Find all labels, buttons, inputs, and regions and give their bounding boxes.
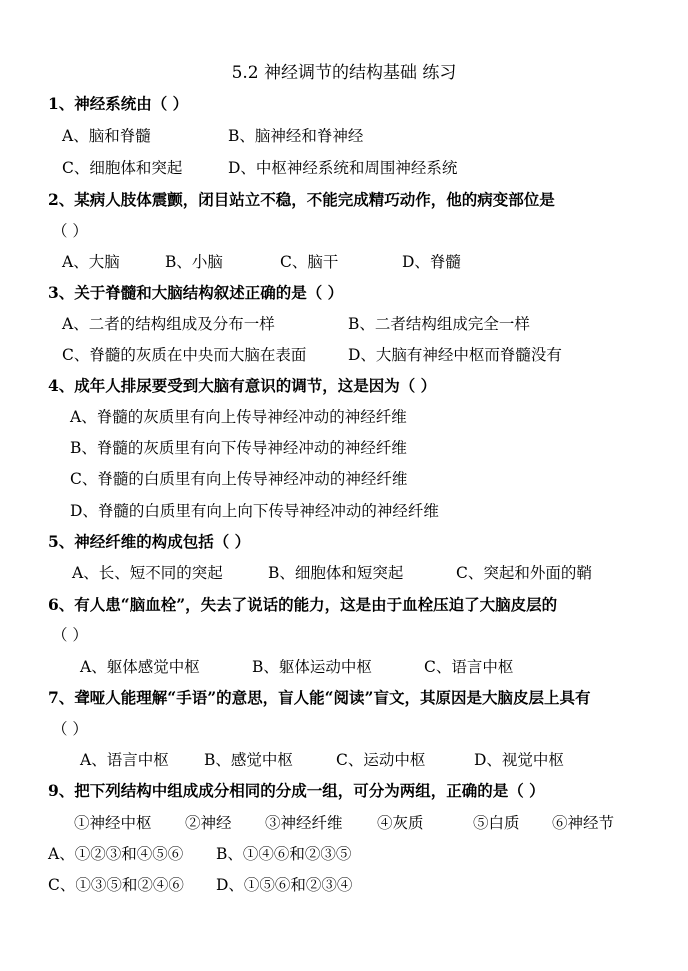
question-9-stem: 9、把下列结构中组成成分相同的分成一组，可分为两组，正确的是（ ） [48,781,545,800]
question-7-option-a: A、语言中枢 [80,751,169,769]
question-1-option-b: B、脑神经和脊神经 [228,127,364,145]
page-title: 5.2 神经调节的结构基础 练习 [231,63,457,83]
question-1-option-c: C、细胞体和突起 [62,159,183,177]
question-7-option-c: C、运动中枢 [336,751,426,769]
question-9-item-2: ②神经 [185,814,232,832]
question-2-stem-cont: （ ） [52,222,88,240]
question-9-item-1: ①神经中枢 [74,814,152,832]
question-6-option-b: B、躯体运动中枢 [252,658,372,676]
question-4-stem: 4、成年人排尿要受到大脑有意识的调节，这是因为（ ） [48,376,437,395]
question-5-stem: 5、神经纤维的构成包括（ ） [48,532,251,551]
question-4-option-c: C、脊髓的白质里有向上传导神经冲动的神经纤维 [70,470,408,488]
question-2-option-b: B、小脑 [165,253,223,271]
question-6-option-a: A、躯体感觉中枢 [80,658,200,676]
question-1-option-a: A、脑和脊髓 [62,127,151,145]
question-6-stem: 6、有人患“脑血栓”，失去了说话的能力，这是由于血栓压迫了大脑皮层的 [48,595,558,614]
question-4-option-d: D、脊髓的白质里有向上向下传导神经冲动的神经纤维 [70,502,439,520]
question-7-stem-cont: （ ） [52,720,88,738]
question-6-stem-cont: （ ） [52,626,88,644]
question-3-option-d: D、大脑有神经中枢而脊髓没有 [348,346,562,364]
question-3-option-b: B、二者结构组成完全一样 [348,315,530,333]
question-9-option-a: A、①②③和④⑤⑥ [48,845,184,863]
question-2-stem: 2、某病人肢体震颤，闭目站立不稳，不能完成精巧动作，他的病变部位是 [48,190,555,209]
question-5-option-b: B、细胞体和短突起 [268,564,404,582]
question-9-item-3: ③神经纤维 [265,814,343,832]
question-1-option-d: D、中枢神经系统和周围神经系统 [228,159,458,177]
question-4-option-a: A、脊髓的灰质里有向上传导神经冲动的神经纤维 [70,408,407,426]
question-1-stem: 1、神经系统由（ ） [48,94,189,113]
question-9-option-b: B、①④⑥和②③⑤ [216,845,352,863]
question-3-option-c: C、脊髓的灰质在中央而大脑在表面 [62,346,307,364]
question-7-stem: 7、聋哑人能理解“手语”的意思，盲人能“阅读”盲文，其原因是大脑皮层上具有 [48,688,591,707]
question-9-item-6: ⑥神经节 [552,814,615,832]
question-7-option-b: B、感觉中枢 [204,751,293,769]
question-2-option-d: D、脊髓 [402,253,461,271]
question-7-option-d: D、视觉中枢 [474,751,564,769]
question-4-option-b: B、脊髓的灰质里有向下传导神经冲动的神经纤维 [70,439,407,457]
question-6-option-c: C、语言中枢 [424,658,514,676]
question-2-option-c: C、脑干 [280,253,339,271]
question-9-item-5: ⑤白质 [473,814,520,832]
question-5-option-c: C、突起和外面的鞘 [456,564,592,582]
question-5-option-a: A、长、短不同的突起 [72,564,223,582]
question-3-stem: 3、关于脊髓和大脑结构叙述正确的是（ ） [48,283,344,302]
question-2-option-a: A、大脑 [62,253,120,271]
question-9-option-d: D、①⑤⑥和②③④ [216,876,353,894]
question-9-option-c: C、①③⑤和②④⑥ [48,876,184,894]
question-9-item-4: ④灰质 [377,814,424,832]
question-3-option-a: A、二者的结构组成及分布一样 [62,315,275,333]
